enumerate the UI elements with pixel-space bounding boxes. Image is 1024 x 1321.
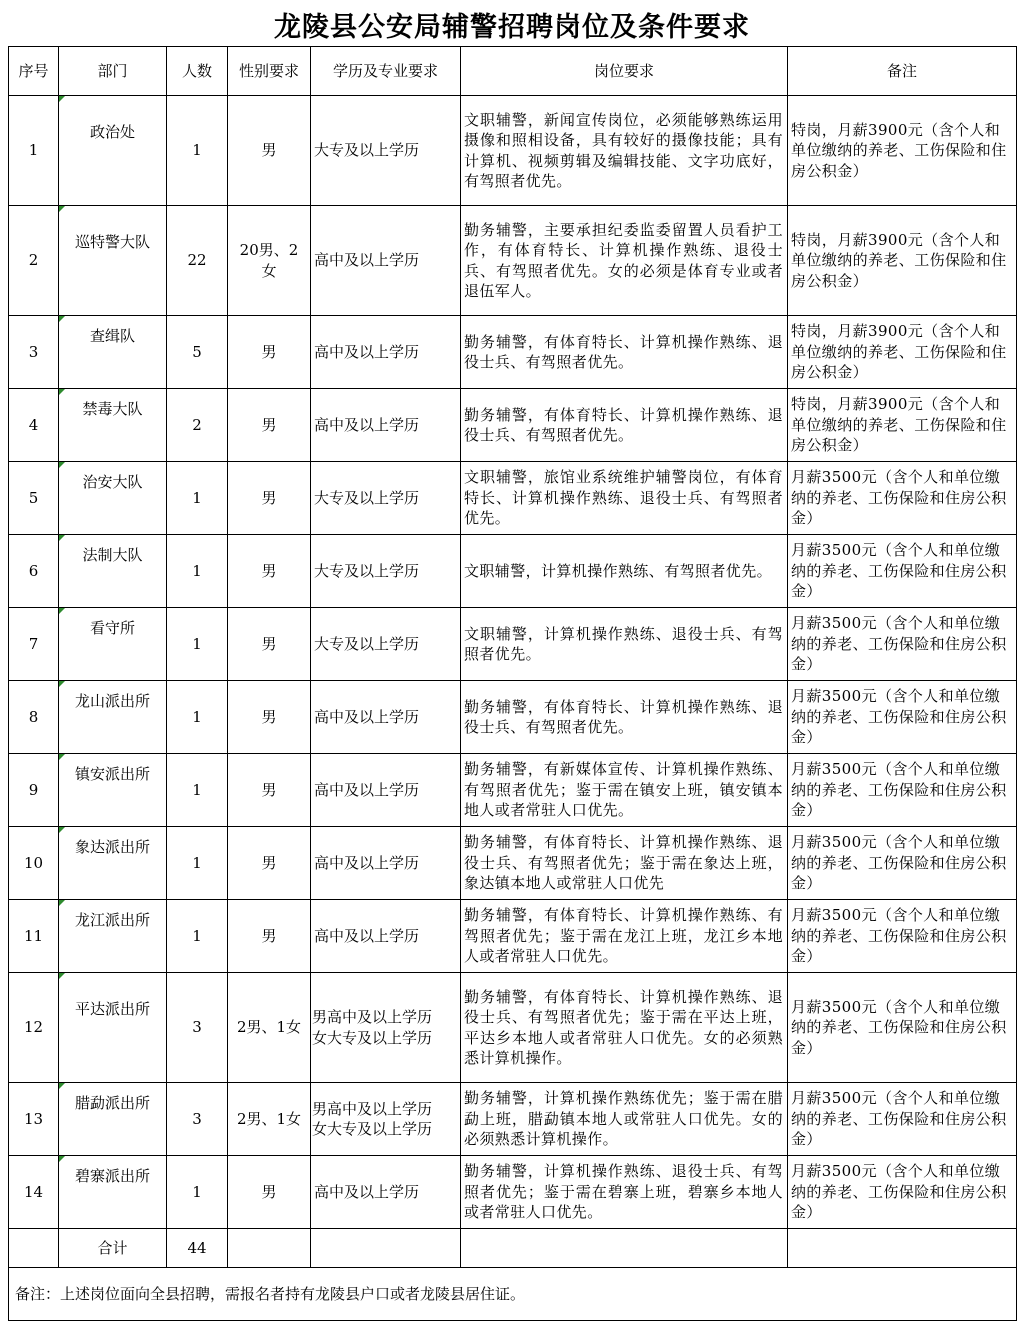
edu-line: 女大专及以上学历 [312,1120,433,1138]
edu-line: 女大专及以上学历 [312,1028,433,1047]
cell-edu: 大专及以上学历 [311,535,461,608]
cell-empty [461,1229,788,1268]
cell-req: 勤务辅警，有体育特长、计算机操作熟练、退役士兵、有驾照者优先。 [461,316,788,389]
cell-dept: 腊勐派出所 [59,1083,167,1156]
cell-gender: 男 [228,827,311,900]
total-row [9,1229,1017,1268]
table-row [9,389,1017,462]
cell-note: 月薪3500元（含个人和单位缴纳的养老、工伤保险和住房公积金） [788,900,1017,973]
table-row [9,608,1017,681]
cell-edu: 大专及以上学历 [311,608,461,681]
cell-gender: 男 [228,900,311,973]
cell-note: 特岗，月薪3900元（含个人和单位缴纳的养老、工伤保险和住房公积金） [788,389,1017,462]
cell-no: 14 [9,1156,59,1229]
cell-req: 勤务辅警，有体育特长、计算机操作熟练、有驾照者优先；鉴于需在龙江上班，龙江乡本地人或者常驻人口优先。 [461,900,788,973]
cell-gender: 男 [228,608,311,681]
cell-count: 1 [167,827,228,900]
cell-edu: 高中及以上学历 [311,681,461,754]
cell-edu: 高中及以上学历 [311,827,461,900]
cell-note: 月薪3500元（含个人和单位缴纳的养老、工伤保险和住房公积金） [788,754,1017,827]
cell-req: 勤务辅警，有新媒体宣传、计算机操作熟练、有驾照者优先；鉴于需在镇安上班，镇安镇本地人或者常驻人口优先。 [461,754,788,827]
cell-edu: 大专及以上学历 [311,96,461,206]
cell-dept: 龙江派出所 [59,900,167,973]
table-row [9,1156,1017,1229]
cell-count: 1 [167,535,228,608]
cell-req: 文职辅警，计算机操作熟练、有驾照者优先。 [461,535,788,608]
cell-dept: 碧寨派出所 [59,1156,167,1229]
table-row [9,754,1017,827]
header-dept: 部门 [59,47,167,96]
recruitment-table [8,46,1017,1321]
cell-no: 7 [9,608,59,681]
cell-dept: 镇安派出所 [59,754,167,827]
cell-dept: 看守所 [59,608,167,681]
cell-empty [788,1229,1017,1268]
cell-gender: 男 [228,462,311,535]
cell-gender: 2男、1女 [228,973,311,1083]
cell-gender: 男 [228,535,311,608]
cell-note: 月薪3500元（含个人和单位缴纳的养老、工伤保险和住房公积金） [788,681,1017,754]
cell-note: 月薪3500元（含个人和单位缴纳的养老、工伤保险和住房公积金） [788,608,1017,681]
cell-gender: 2男、1女 [228,1083,311,1156]
cell-dept: 查缉队 [59,316,167,389]
table-row [9,96,1017,206]
cell-no: 11 [9,900,59,973]
cell-gender: 男 [228,96,311,206]
header-row [9,47,1017,96]
cell-count: 1 [167,608,228,681]
cell-count: 3 [167,1083,228,1156]
table-row [9,535,1017,608]
header-req: 岗位要求 [461,47,788,96]
cell-dept: 龙山派出所 [59,681,167,754]
total-label: 合计 [59,1229,167,1268]
edu-line: 男高中及以上学历 [312,1099,433,1118]
cell-count: 2 [167,389,228,462]
page-title: 龙陵县公安局辅警招聘岗位及条件要求 [274,12,750,43]
cell-note: 月薪3500元（含个人和单位缴纳的养老、工伤保险和住房公积金） [788,1156,1017,1229]
cell-count: 1 [167,462,228,535]
cell-count: 22 [167,206,228,316]
table-row [9,1083,1017,1156]
cell-edu [311,1083,461,1156]
cell-no: 5 [9,462,59,535]
cell-count: 1 [167,681,228,754]
cell-count: 1 [167,900,228,973]
cell-no: 8 [9,681,59,754]
cell-no: 3 [9,316,59,389]
cell-gender: 男 [228,389,311,462]
cell-empty [228,1229,311,1268]
cell-dept: 治安大队 [59,462,167,535]
cell-no: 9 [9,754,59,827]
cell-note: 特岗，月薪3900元（含个人和单位缴纳的养老、工伤保险和住房公积金） [788,316,1017,389]
table-row [9,206,1017,316]
cell-req: 勤务辅警，主要承担纪委监委留置人员看护工作，有体育特长、计算机操作熟练、退役士兵、有驾照者优先。女的必须是体育专业或者退伍军人。 [461,206,788,316]
cell-dept: 禁毒大队 [59,389,167,462]
cell-no: 6 [9,535,59,608]
cell-edu: 高中及以上学历 [311,389,461,462]
cell-gender: 男 [228,316,311,389]
header-no: 序号 [9,47,59,96]
cell-edu: 高中及以上学历 [311,754,461,827]
cell-req: 勤务辅警，计算机操作熟练、退役士兵、有驾照者优先；鉴于需在碧寨上班，碧寨乡本地人或者常驻人口优先。 [461,1156,788,1229]
header-count: 人数 [167,47,228,96]
cell-no: 1 [9,96,59,206]
edu-line: 男高中及以上学历 [312,1008,433,1026]
cell-count: 1 [167,754,228,827]
cell-note: 月薪3500元（含个人和单位缴纳的养老、工伤保险和住房公积金） [788,535,1017,608]
cell-note: 月薪3500元（含个人和单位缴纳的养老、工伤保险和住房公积金） [788,973,1017,1083]
table-row [9,900,1017,973]
cell-dept: 法制大队 [59,535,167,608]
cell-req: 文职辅警，计算机操作熟练、退役士兵、有驾照者优先。 [461,608,788,681]
cell-req: 勤务辅警，有体育特长、计算机操作熟练、退役士兵、有驾照者优先；鉴于需在象达上班，象达镇本地人或常驻人口优先 [461,827,788,900]
cell-edu: 大专及以上学历 [311,462,461,535]
footnote-row [9,1268,1017,1321]
footnote: 备注：上述岗位面向全县招聘，需报名者持有龙陵县户口或者龙陵县居住证。 [9,1268,1017,1321]
cell-no: 12 [9,973,59,1083]
cell-no: 13 [9,1083,59,1156]
cell-dept: 象达派出所 [59,827,167,900]
cell-no: 2 [9,206,59,316]
table-row [9,827,1017,900]
cell-req: 文职辅警，旅馆业系统维护辅警岗位，有体育特长、计算机操作熟练、退役士兵、有驾照者优先。 [461,462,788,535]
cell-edu: 高中及以上学历 [311,206,461,316]
cell-count: 1 [167,96,228,206]
cell-empty [311,1229,461,1268]
header-gender: 性别要求 [228,47,311,96]
cell-note: 月薪3500元（含个人和单位缴纳的养老、工伤保险和住房公积金） [788,827,1017,900]
cell-dept: 平达派出所 [59,973,167,1083]
cell-req: 勤务辅警，有体育特长、计算机操作熟练、退役士兵、有驾照者优先；鉴于需在平达上班，平达乡本地人或者常驻人口优先。女的必须熟悉计算机操作。 [461,973,788,1083]
cell-note: 月薪3500元（含个人和单位缴纳的养老、工伤保险和住房公积金） [788,1083,1017,1156]
cell-no: 10 [9,827,59,900]
table-row [9,681,1017,754]
cell-edu: 高中及以上学历 [311,900,461,973]
cell-edu [311,973,461,1083]
cell-req: 勤务辅警，有体育特长、计算机操作熟练、退役士兵、有驾照者优先。 [461,389,788,462]
cell-req: 勤务辅警，有体育特长、计算机操作熟练、退役士兵、有驾照者优先。 [461,681,788,754]
cell-no: 4 [9,389,59,462]
cell-dept: 政治处 [59,96,167,206]
total-count: 44 [167,1229,228,1268]
header-edu: 学历及专业要求 [311,47,461,96]
cell-count: 5 [167,316,228,389]
table-row [9,316,1017,389]
table-row [9,462,1017,535]
cell-gender: 男 [228,1156,311,1229]
cell-note: 特岗，月薪3900元（含个人和单位缴纳的养老、工伤保险和住房公积金） [788,206,1017,316]
cell-req: 文职辅警，新闻宣传岗位，必须能够熟练运用摄像和照相设备，具有较好的摄像技能；具有计算机、视频剪辑及编辑技能、文字功底好，有驾照者优先。 [461,96,788,206]
cell-edu: 高中及以上学历 [311,1156,461,1229]
cell-dept: 巡特警大队 [59,206,167,316]
cell-gender: 男 [228,754,311,827]
cell-gender: 男 [228,681,311,754]
cell-req: 勤务辅警，计算机操作熟练优先；鉴于需在腊勐上班，腊勐镇本地人或常驻人口优先。女的必须熟悉计算机操作。 [461,1083,788,1156]
table-row [9,973,1017,1083]
cell-gender: 20男、2女 [228,206,311,316]
cell-empty [9,1229,59,1268]
cell-note: 特岗，月薪3900元（含个人和单位缴纳的养老、工伤保险和住房公积金） [788,96,1017,206]
cell-count: 1 [167,1156,228,1229]
header-note: 备注 [788,47,1017,96]
cell-count: 3 [167,973,228,1083]
cell-edu: 高中及以上学历 [311,316,461,389]
cell-note: 月薪3500元（含个人和单位缴纳的养老、工伤保险和住房公积金） [788,462,1017,535]
